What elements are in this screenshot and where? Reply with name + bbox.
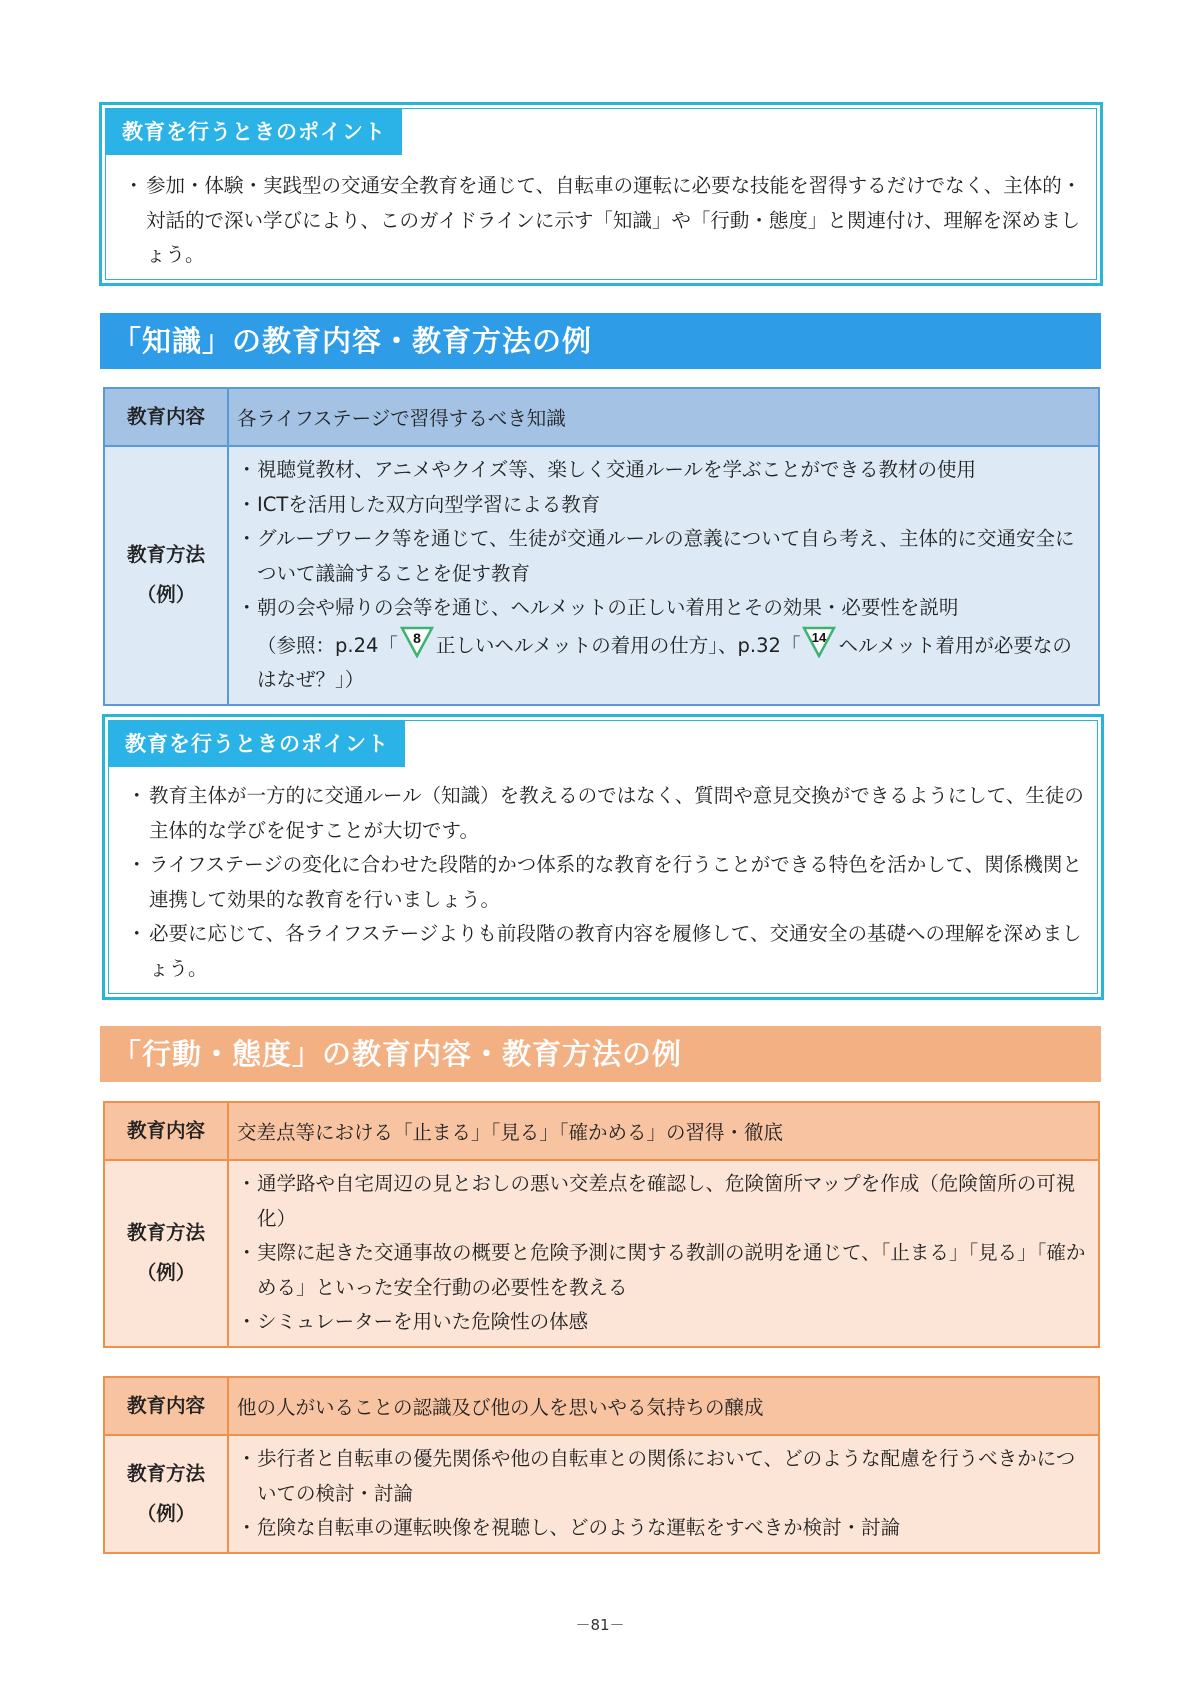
method-item-text: 朝の会や帰りの会等を通じ、ヘルメットの正しい着用とその効果・必要性を説明 <box>257 596 959 619</box>
method-label <box>104 1160 228 1347</box>
point-box-1-item: ・ 参加・体験・実践型の交通安全教育を通じて、自転車の運転に必要な技能を習得するだけでなく、主体的・対話的で深い学びにより、このガイドラインに示す「知識」や「行動・態度」と関連付け、理解を深めましょう。 <box>124 169 1082 273</box>
knowledge-method-row <box>104 446 1099 705</box>
method-item: ・ 視聴覚教材、アニメやクイズ等、楽しく交通ルールを学ぶことができる教材の使用 <box>237 453 1090 488</box>
reference-text-2: ヘルメット着用が必要なのはなぜ？」） <box>257 633 1072 691</box>
method-cell <box>228 1160 1099 1347</box>
behavior-2-content-row <box>104 1377 1099 1435</box>
point-box-2-item: ・ 必要に応じて、各ライフステージよりも前段階の教育内容を履修して、交通安全の基礎への理解を深めましょう。 <box>127 917 1085 986</box>
method-label-2: （例） <box>136 583 196 607</box>
reference-prefix: （参照：p.24「 <box>257 633 398 657</box>
point-box-1-inner <box>105 108 1097 280</box>
behavior-2-method-row <box>104 1435 1099 1553</box>
content-value: 交差点等における「止まる」「見る」「確かめる」の習得・徹底 <box>228 1102 1099 1160</box>
reference-badge-8-label: 8 <box>412 629 421 646</box>
behavior-1-content-row <box>104 1102 1099 1160</box>
point-box-2-item: ・ ライフステージの変化に合わせた段階的かつ体系的な教育を行うことができる特色を活かして、関係機関と連携して効果的な教育を行いましょう。 <box>127 848 1085 917</box>
knowledge-content-row <box>104 388 1099 446</box>
method-label-1: 教育方法 <box>126 543 205 567</box>
method-label-1: 教育方法 <box>126 1461 205 1485</box>
method-item: ・ ICTを活用した双方向型学習による教育 <box>237 488 1090 523</box>
point-box-1-title: 教育を行うときのポイント <box>106 109 402 155</box>
method-list <box>237 453 1090 698</box>
method-list <box>237 1442 1090 1546</box>
behavior-table-1 <box>103 1101 1100 1348</box>
point-box-2-inner <box>108 720 1098 994</box>
method-item-with-reference <box>237 591 1090 698</box>
method-item: ・ 危険な自転車の運転映像を視聴し、どのような運転をすべきか検討・討論 <box>237 1511 1090 1546</box>
point-box-2 <box>102 714 1104 1000</box>
method-cell <box>228 446 1099 705</box>
method-item: ・ グループワーク等を通じて、生徒が交通ルールの意義について自ら考え、主体的に交通安全について議論することを促す教育 <box>237 522 1090 591</box>
method-label-1: 教育方法 <box>126 1221 205 1245</box>
content-value: 他の人がいることの認識及び他の人を思いやる気持ちの醸成 <box>228 1377 1099 1435</box>
reference-badge-8-icon <box>400 626 434 658</box>
behavior-table-2 <box>103 1376 1100 1554</box>
knowledge-table <box>103 387 1100 706</box>
point-box-1-list <box>124 169 1082 273</box>
method-item: ・ 歩行者と自転車の優先関係や他の自転車との関係において、どのような配慮を行うべきかについての検討・討論 <box>237 1442 1090 1511</box>
method-item: ・ 通学路や自宅周辺の見とおしの悪い交差点を確認し、危険箇所マップを作成（危険箇所の可視化） <box>237 1167 1090 1236</box>
content-value: 各ライフステージで習得するべき知識 <box>228 388 1099 446</box>
content-label: 教育内容 <box>104 1102 228 1160</box>
point-box-1 <box>99 102 1103 286</box>
method-item: ・ シミュレーターを用いた危険性の体感 <box>237 1305 1090 1340</box>
method-cell <box>228 1435 1099 1553</box>
method-list <box>237 1167 1090 1340</box>
reference-badge-14-icon <box>802 626 836 658</box>
point-box-2-title: 教育を行うときのポイント <box>109 721 405 767</box>
page-number: －81－ <box>575 1616 625 1634</box>
point-box-2-item: ・ 教育主体が一方的に交通ルール（知識）を教えるのではなく、質問や意見交換ができるようにして、生徒の主体的な学びを促すことが大切です。 <box>127 779 1085 848</box>
content-label: 教育内容 <box>104 1377 228 1435</box>
method-item: ・ 実際に起きた交通事故の概要と危険予測に関する教訓の説明を通じて、「止まる」「見る」「確かめる」といった安全行動の必要性を教える <box>237 1236 1090 1305</box>
method-label <box>104 1435 228 1553</box>
method-label-2: （例） <box>136 1501 196 1525</box>
reference-badge-14-label: 14 <box>812 629 827 645</box>
behavior-1-method-row <box>104 1160 1099 1347</box>
method-label <box>104 446 228 705</box>
section-header-knowledge: 「知識」の教育内容・教育方法の例 <box>100 313 1101 369</box>
section-header-behavior: 「行動・態度」の教育内容・教育方法の例 <box>100 1026 1101 1082</box>
content-label: 教育内容 <box>104 388 228 446</box>
method-label-2: （例） <box>136 1261 196 1285</box>
reference-text-1: 正しいヘルメットの着用の仕方」、p.32「 <box>435 633 801 657</box>
point-box-2-list <box>127 779 1085 986</box>
